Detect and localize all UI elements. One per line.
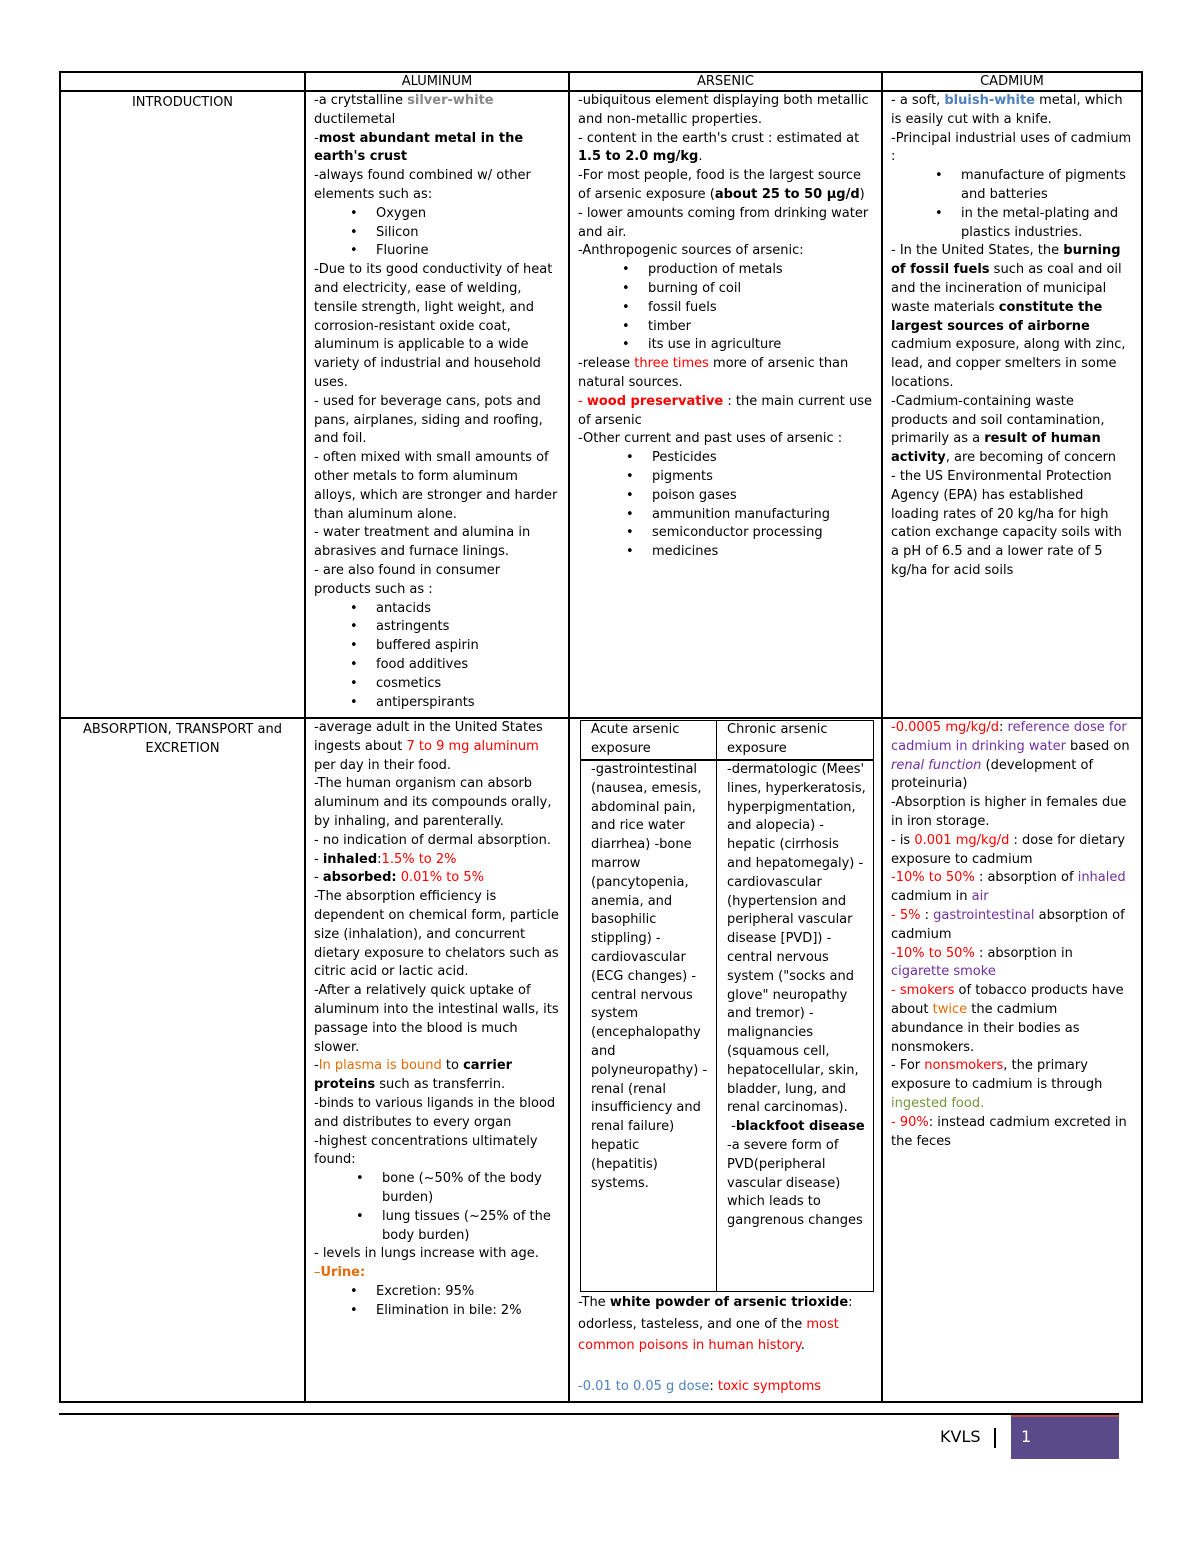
text: - used for beverage cans, pots and pans, airplanes, siding and roofing, and foil.: [314, 393, 543, 447]
header-cadmium: CADMIUM: [882, 72, 1142, 91]
list-item: • cosmetics: [376, 675, 560, 694]
list-item: • Silicon: [376, 224, 560, 243]
text: - no indication of dermal absorption.: [314, 832, 551, 848]
text-red: 10% to 50%: [895, 945, 975, 961]
text: - the US Environmental Protection Agency (EPA) has established loading rates of 20 kg/ha for high cation exchange capacity soils with a pH of 6.5 and a lower rate of 5 kg/ha for acid soils: [891, 468, 1122, 578]
text-purple: reference dose for cadmium in drinking water: [891, 720, 1127, 754]
text: -: [314, 851, 323, 867]
list-item: • bone (~50% of the body burden): [382, 1170, 560, 1208]
text-italic-purple: renal function: [891, 757, 982, 773]
text-bold: inhaled: [322, 851, 378, 867]
text: , the primary exposure to cadmium is through: [891, 1058, 1103, 1093]
text-bold: silver-white: [407, 93, 494, 108]
acute-header: Acute arsenic exposure: [581, 721, 717, 761]
text: , are becoming of concern: [945, 450, 1116, 466]
text-red: three times: [634, 356, 709, 372]
list-item: • poison gases: [652, 487, 873, 506]
absorption-row: [60, 718, 1142, 1402]
chronic-cell: [717, 760, 874, 1292]
text: -: [314, 870, 323, 886]
list-item: • pigments: [652, 468, 873, 487]
row-label-introduction: INTRODUCTION: [60, 91, 305, 718]
text: -highest concentrations ultimately found:: [314, 1133, 538, 1168]
cadmium-uses-list: [891, 167, 1133, 242]
text: -average adult in the United States ingests about: [314, 720, 543, 754]
header-blank: [60, 72, 305, 91]
text: :: [999, 720, 1008, 735]
text: : instead cadmium excreted in the feces: [891, 1114, 1127, 1149]
text: -binds to various ligands in the blood and distributes to every organ: [314, 1095, 556, 1130]
text: -a severe form of PVD(peripheral vascular disease) which leads to gangrenous changes: [727, 1137, 863, 1229]
text: : the main current use of arsenic: [578, 393, 873, 428]
text: -release: [578, 356, 635, 372]
text: - content in the earth's crust : estimated at: [578, 130, 860, 146]
cadmium-intro-cell: [882, 91, 1142, 718]
text: to: [441, 1058, 464, 1074]
text-bold: constitute the largest sources of airborne: [891, 299, 1103, 334]
text: -Due to its good conductivity of heat and electricity, ease of welding, tensile strength, light weight, and corrosion-resistant oxide coat, aluminum is applicable to a wide variety of industrial and household uses.: [314, 262, 553, 390]
text-red: toxic symptoms: [717, 1378, 822, 1394]
text: -ubiquitous element displaying both metallic and non-metallic properties.: [578, 93, 869, 127]
text: -Other current and past uses of arsenic :: [578, 431, 843, 447]
text: based on: [1065, 738, 1130, 754]
elements-list: [314, 205, 560, 261]
text-red: -: [891, 870, 896, 886]
list-item: • antiperspirants: [376, 694, 560, 713]
text: more of arsenic than natural sources.: [578, 356, 849, 390]
text: - often mixed with small amounts of other metals to form aluminum alloys, which are stronger and harder than aluminum alone.: [314, 450, 558, 522]
text: such as coal and oil and the incineration of municipal waste materials: [891, 262, 1122, 315]
list-item: • timber: [648, 318, 873, 337]
text-bold: absorbed:: [322, 870, 397, 886]
text-red: 1.5% to 2%: [381, 851, 457, 867]
text-bold-red: wood preservative: [586, 393, 724, 409]
text: -The: [578, 1295, 610, 1310]
text: -: [731, 1119, 736, 1135]
text-orange: –: [314, 1265, 321, 1281]
text: per day in their food.: [314, 757, 452, 773]
text: -Anthropogenic sources of arsenic:: [578, 243, 804, 259]
text: of tobacco products have about: [891, 983, 1124, 1017]
text-blue: 0.01 to 0.05 g dose: [582, 1378, 710, 1394]
text: - water treatment and alumina in abrasives and furnace linings.: [314, 525, 531, 560]
text: :: [709, 1378, 718, 1394]
text: - are also found in consumer products such as :: [314, 562, 501, 597]
text: -Principal industrial uses of cadmium :: [891, 130, 1132, 165]
text: -: [314, 130, 319, 146]
list-item: • fossil fuels: [648, 299, 873, 318]
text-red: smokers: [899, 983, 955, 999]
list-item: • semiconductor processing: [652, 524, 873, 543]
text-bold: blackfoot disease: [735, 1119, 865, 1135]
text-red: -: [891, 1114, 900, 1130]
footer-separator: [994, 1428, 996, 1448]
text: -always found combined w/ other elements such as:: [314, 168, 531, 202]
text: :: [377, 851, 382, 867]
row-label-absorption: ABSORPTION, TRANSPORT and EXCRETION: [60, 718, 305, 1402]
text-bold: burning of fossil fuels: [891, 243, 1121, 278]
text: -After a relatively quick uptake of aluminum into the intestinal walls, its passage into the blood is much slower.: [314, 983, 559, 1055]
text: absorption of cadmium: [891, 907, 1125, 942]
text: -: [314, 1058, 319, 1074]
list-item: • Elimination in bile: 2%: [376, 1302, 560, 1321]
text-bold-orange: Urine:: [320, 1265, 366, 1281]
footer-label: KVLS: [940, 1427, 981, 1446]
header-row: [60, 72, 1142, 91]
products-list: [314, 600, 560, 713]
text-red: -: [891, 720, 896, 735]
text: -Cadmium-containing waste products and soil contamination, primarily as a: [891, 393, 1105, 447]
list-item: • Excretion: 95%: [376, 1283, 560, 1302]
found-list: [314, 1170, 560, 1245]
text: -dermatologic (Mees' lines, hyperkeratosis, hyperpigmentation, and alopecia) -hepatic (cirrhosis and hepatomegaly) -cardiovascular (hypertension and peripheral vascular disease [PVD]) -central nervous system ("socks and glove" neuropathy and tremor) - malignancies (squamous cell, hepatocellular, skin, bladder, lung, and renal carcinomas).: [727, 762, 866, 1116]
text-red: 10% to 50%: [895, 870, 975, 886]
header-aluminum: ALUMINUM: [305, 72, 569, 91]
text-red: 0.0005 mg/kg/d: [895, 720, 1000, 735]
list-item: • astringents: [376, 618, 560, 637]
list-item: • in the metal-plating and plastics industries.: [961, 205, 1133, 243]
text: -Absorption is higher in females due in iron storage.: [891, 795, 1127, 829]
text-bold: result of human activity: [891, 431, 1101, 466]
arsenic-abs-cell: [569, 718, 882, 1402]
text-purple: air: [971, 889, 989, 905]
text: -a crytstalline: [314, 93, 408, 108]
text: .: [800, 1338, 805, 1353]
chronic-header: Chronic arsenic exposure: [717, 721, 874, 761]
aluminum-intro-cell: [305, 91, 569, 718]
acute-cell: -gastrointestinal (nausea, emesis, abdominal pain, and rice water diarrhea) -bone marrow (pancytopenia, anemia, and basophilic stippling) -cardiovascular (ECG changes) - central nervous system (encephalopathy and polyneuropathy) - renal (renal insufficiency and renal failure) hepatic (hepatitis) systems.: [581, 760, 717, 1292]
text-red: most common poisons in human history: [578, 1316, 839, 1353]
list-item: • ammunition manufacturing: [652, 506, 873, 525]
list-item: • Oxygen: [376, 205, 560, 224]
urine-list: [314, 1283, 560, 1321]
text-red: 0.01% to 5%: [396, 870, 484, 886]
text-bold-blue: bluish-white: [944, 93, 1035, 108]
text: -The human organism can absorb aluminum and its compounds orally, by inhaling, and parenterally.: [314, 776, 552, 829]
list-item: • Fluorine: [376, 242, 560, 261]
text: : absorption of: [974, 870, 1078, 886]
aluminum-abs-cell: [305, 718, 569, 1402]
list-item: • production of metals: [648, 261, 873, 280]
text-red: 90%: [899, 1114, 929, 1130]
text: :: [920, 907, 934, 923]
text: such as transferrin.: [375, 1077, 506, 1093]
exposure-table: [580, 720, 874, 1292]
header-arsenic: ARSENIC: [569, 72, 882, 91]
text: : absorption in: [974, 945, 1073, 961]
list-item: • Pesticides: [652, 449, 873, 468]
intro-row: [60, 91, 1142, 718]
list-item: • its use in agriculture: [648, 336, 873, 355]
text: cadmium exposure, along with zinc, lead, and copper smelters in some locations.: [891, 337, 1126, 390]
text: - In the United States, the: [891, 243, 1064, 259]
text-red: 7 to 9 mg aluminum: [406, 738, 539, 754]
text: -For most people, food is the largest source of arsenic exposure (: [578, 168, 862, 202]
text: : dose for dietary exposure to cadmium: [891, 832, 1126, 867]
text-bold: carrier proteins: [314, 1058, 513, 1093]
text-orange: In plasma is bound: [318, 1058, 442, 1074]
text: .: [698, 149, 703, 165]
text: metal, which is easily cut with a knife.: [891, 93, 1123, 127]
text: - lower amounts coming from drinking water and air.: [578, 205, 869, 240]
text: -The absorption efficiency is dependent on chemical form, particle size (inhalation), and concurrent dietary exposure to chelators such as citric acid or lactic acid.: [314, 889, 559, 980]
text: - levels in lungs increase with age.: [314, 1246, 539, 1262]
text-bold: 1.5 to 2.0 mg/kg: [578, 149, 699, 165]
text: the cadmium abundance in their bodies as nonsmokers.: [891, 1001, 1080, 1055]
text-bold: about 25 to 50 µg/d: [714, 186, 860, 202]
page-number: 1: [1021, 1427, 1032, 1446]
text: cadmium in: [891, 889, 972, 905]
list-item: • manufacture of pigments and batteries: [961, 167, 1133, 205]
text-purple: inhaled: [1077, 870, 1126, 886]
text-orange: twice: [932, 1001, 968, 1017]
uses-list: [578, 449, 873, 562]
list-item: • food additives: [376, 656, 560, 675]
text-bold: white powder of arsenic trioxide: [609, 1295, 849, 1310]
text: - is: [891, 832, 915, 848]
text: ductilemetal: [314, 111, 396, 127]
text-bold: most abundant metal in the earth's crust: [314, 130, 524, 165]
text-red: -: [578, 393, 587, 409]
footer-rule: [59, 1413, 1119, 1415]
text-purple: cigarette smoke: [891, 964, 996, 980]
text-red: 5%: [899, 907, 921, 923]
text-red: -: [891, 907, 900, 923]
list-item: • lung tissues (~25% of the body burden): [382, 1208, 560, 1246]
arsenic-intro-cell: [569, 91, 882, 718]
text: ): [859, 186, 865, 202]
text-red: 0.001 mg/kg/d: [914, 832, 1010, 848]
document-table: [59, 71, 1143, 1403]
text-red: -: [891, 983, 900, 999]
list-item: • antacids: [376, 600, 560, 619]
sources-list: [578, 261, 873, 355]
text: - For: [891, 1058, 925, 1074]
list-item: • burning of coil: [648, 280, 873, 299]
text-red: nonsmokers: [924, 1058, 1004, 1074]
text: (development of proteinuria): [891, 757, 1094, 792]
cadmium-abs-cell: [882, 718, 1142, 1402]
text-purple: gastrointestinal: [933, 907, 1035, 923]
text-green: ingested food.: [891, 1095, 985, 1111]
text-blue: -: [578, 1378, 583, 1394]
list-item: • medicines: [652, 543, 873, 562]
list-item: • buffered aspirin: [376, 637, 560, 656]
text-red: -: [891, 945, 896, 961]
text: - a soft,: [891, 93, 945, 108]
text: : odorless, tasteless, and one of the: [578, 1295, 853, 1332]
